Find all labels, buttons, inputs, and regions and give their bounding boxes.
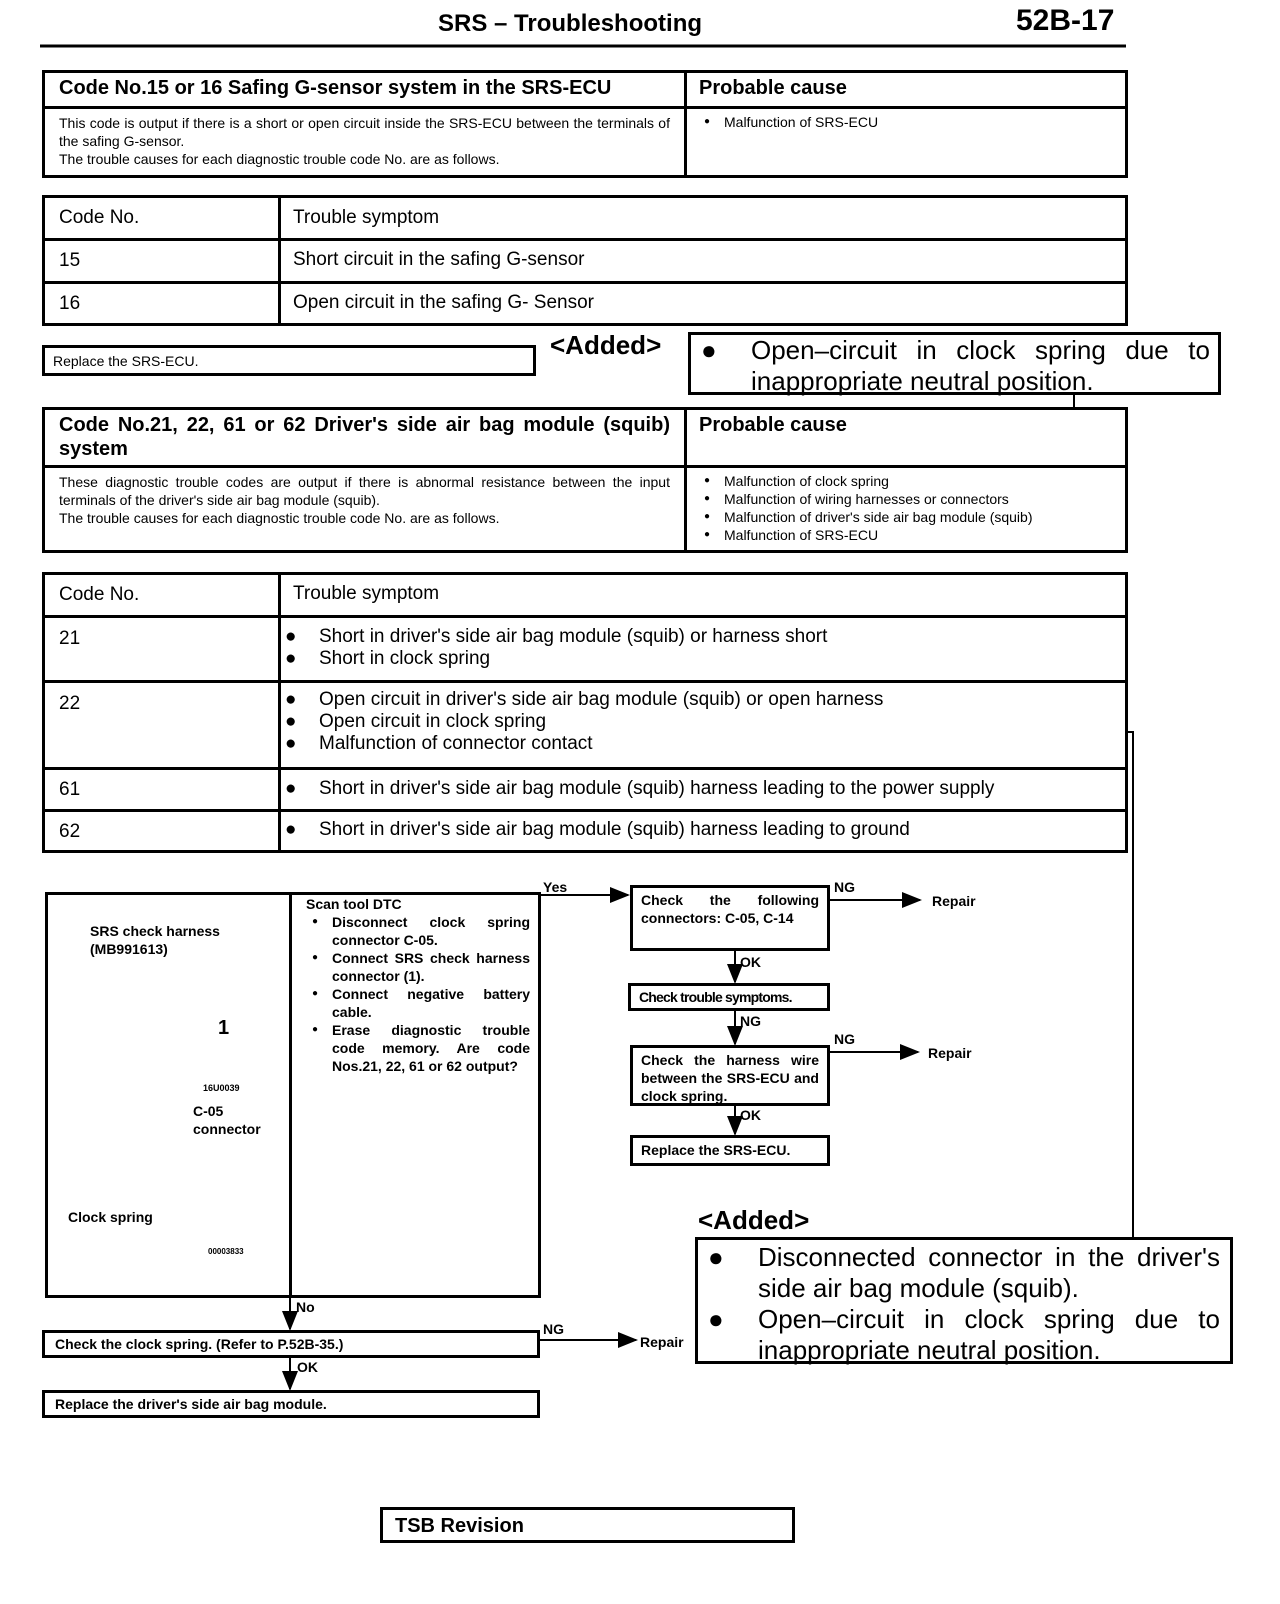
added-item: ● Open–circuit in clock spring due to inappropriate neutral position. (698, 1304, 1220, 1366)
added1-label: <Added> (550, 330, 662, 360)
table2-code: 61 (45, 770, 281, 812)
ng-label: NG (834, 1031, 855, 1047)
symptom-item: ● Short in driver's side air bag module (squib) or harness short (281, 626, 1113, 648)
table2 (42, 572, 1128, 853)
table2-symptoms (281, 770, 1125, 812)
ng-label: NG (834, 879, 855, 895)
table1-code: 16 (45, 284, 281, 323)
description-line: The trouble causes for each diagnostic trouble code No. are as follows. (59, 510, 500, 526)
check-connectors-box: Check the following connectors: C-05, C-14 (630, 885, 830, 951)
ok-label: OK (740, 1107, 761, 1123)
section2-table (42, 407, 1128, 553)
section2-causes (690, 472, 1125, 544)
step1-item: ● Connect SRS check harness connector (1). (306, 949, 530, 985)
cause-item: ● Malfunction of clock spring (698, 472, 1117, 490)
illustration-code: 00003833 (208, 1247, 244, 1256)
added2-box (695, 1237, 1233, 1364)
replace-ecu-box: Replace the SRS-ECU. (42, 345, 536, 376)
table2-code: 62 (45, 812, 281, 850)
section2-description (45, 468, 687, 550)
symptom-item: ● Open circuit in driver's side air bag module (squib) or open harness (281, 689, 1113, 711)
table2-header-symptom: Trouble symptom (281, 575, 1125, 618)
cause-item: ● Malfunction of SRS-ECU (698, 113, 1117, 131)
section2-title: Code No.21, 22, 61 or 62 Driver's side air bag module (squib) system (45, 410, 687, 468)
table1-symptom: Open circuit in the safing G- Sensor (293, 292, 594, 313)
connector-label: C-05 (193, 1103, 224, 1119)
check-symptoms-box: Check trouble symptoms. (628, 983, 830, 1011)
step1-item: ● Disconnect clock spring connector C-05. (306, 913, 530, 949)
table1-code: 15 (45, 241, 281, 284)
section1-probable-cause-label: Probable cause (687, 73, 1125, 109)
clock-spring-label: Clock spring (68, 1209, 153, 1225)
page-title: SRS – Troubleshooting (438, 10, 703, 37)
cause-item: ● Malfunction of wiring harnesses or connectors (698, 490, 1117, 508)
repair-label: Repair (928, 1045, 972, 1061)
section1-title: Code No.15 or 16 Safing G-sensor system in the SRS-ECU (45, 73, 687, 109)
section1-table (42, 70, 1128, 178)
harness-label: SRS check harness (90, 923, 220, 939)
table1-header-code: Code No. (45, 198, 281, 241)
added-item: ● Open–circuit in clock spring due to inappropriate neutral position. (691, 335, 1210, 397)
section1-description (45, 109, 687, 175)
table2-symptoms (281, 683, 1125, 770)
ng-label: NG (740, 1013, 761, 1029)
cause-item: ● Malfunction of SRS-ECU (698, 526, 1117, 544)
step1-title: Scan tool DTC (306, 896, 402, 912)
step1-item: ● Connect negative battery cable. (306, 985, 530, 1021)
harness-part-number: (MB991613) (90, 941, 168, 957)
repair-label: Repair (932, 893, 976, 909)
cause-item: ● Malfunction of driver's side air bag module (squib) (698, 508, 1117, 526)
callout-1: 1 (218, 1017, 230, 1039)
ok-label: OK (740, 954, 761, 970)
description-line: The trouble causes for each diagnostic trouble code No. are as follows. (59, 151, 500, 167)
table1-header-symptom: Trouble symptom (281, 198, 1125, 241)
added-item: ● Disconnected connector in the driver's side air bag module (squib). (698, 1242, 1220, 1304)
description-line: This code is output if there is a short or open circuit inside the SRS-ECU between the terminals of the safing G-sensor. (59, 115, 670, 149)
connector-label: connector (193, 1121, 261, 1137)
ng-label: NG (543, 1321, 564, 1337)
table1-symptom: Short circuit in the safing G-sensor (281, 241, 1125, 284)
page-number: 52B-17 (1016, 4, 1115, 37)
description-line: These diagnostic trouble codes are output if there is abnormal resistance between the input terminals of the driver's side air bag module (squib). (59, 474, 670, 508)
tsb-revision-box: TSB Revision (380, 1507, 795, 1543)
replace-ecu-flow-box: Replace the SRS-ECU. (630, 1135, 830, 1166)
yes-label: Yes (543, 879, 568, 895)
added2-label: <Added> (698, 1205, 810, 1235)
step1-item: ● Erase diagnostic trouble code memory. Are code Nos.21, 22, 61 or 62 output? (306, 1021, 530, 1075)
check-clock-spring-box: Check the clock spring. (Refer to P.52B-35.) (42, 1330, 540, 1358)
step1-text (292, 895, 538, 1075)
flow-step1 (45, 892, 541, 1298)
table2-header-code: Code No. (45, 575, 281, 618)
symptom-item: ● Malfunction of connector contact (281, 733, 1113, 755)
check-harness-box: Check the harness wire between the SRS-ECU and clock spring. (630, 1045, 830, 1106)
section2-probable-cause-label: Probable cause (687, 410, 1125, 468)
table2-code: 22 (45, 683, 281, 770)
symptom-item: ● Open circuit in clock spring (281, 711, 1113, 733)
illustration-code: 16U0039 (203, 1083, 240, 1093)
symptom-item: ● Short in driver's side air bag module (squib) harness leading to the power supply (281, 778, 1113, 800)
added1-box (688, 332, 1221, 395)
table2-symptoms (281, 812, 1125, 850)
table2-code: 21 (45, 618, 281, 683)
symptom-item: ● Short in driver's side air bag module (squib) harness leading to ground (281, 819, 1113, 841)
ok-label: OK (297, 1359, 318, 1375)
no-label: No (296, 1299, 315, 1315)
section1-causes (690, 113, 1125, 131)
illustration-panel (48, 895, 292, 1295)
symptom-item: ● Short in clock spring (281, 648, 1113, 670)
table2-symptoms (281, 618, 1125, 683)
table1 (42, 195, 1128, 326)
replace-module-box: Replace the driver's side air bag module. (42, 1390, 540, 1418)
repair-label: Repair (640, 1334, 684, 1350)
